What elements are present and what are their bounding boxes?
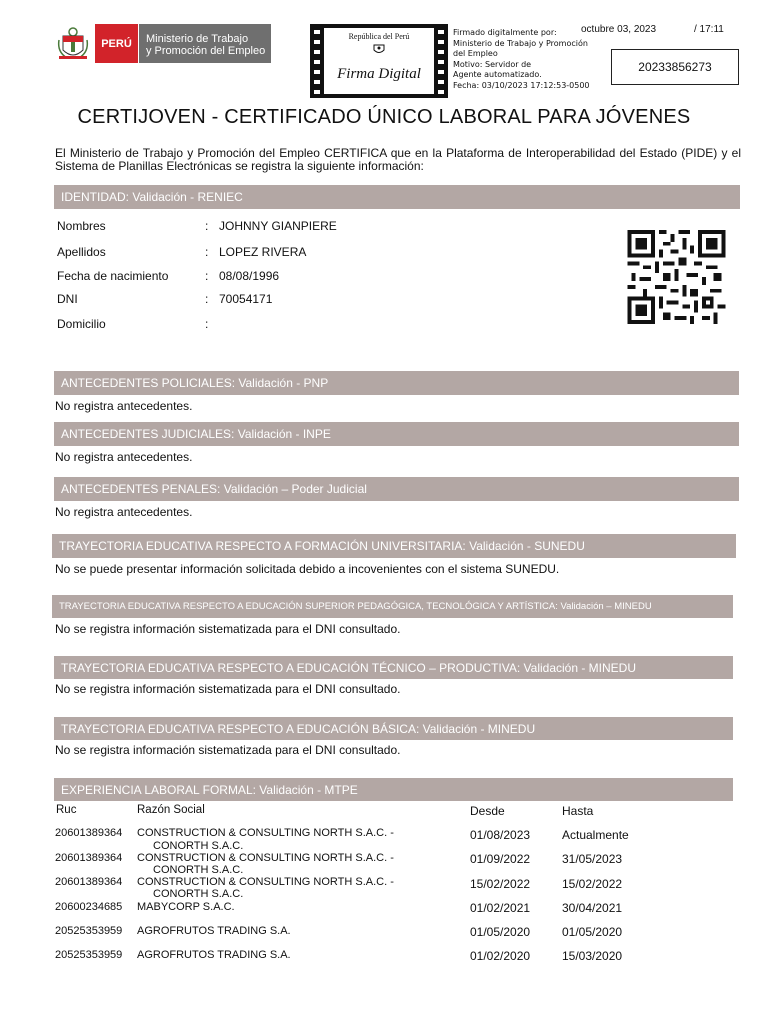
table-row-ruc: 20525353959 [55,949,123,961]
identity-separator: : [205,317,209,331]
table-row-hasta: 30/04/2021 [562,901,623,915]
seal-icon [372,43,386,55]
column-header-hasta: Hasta [562,804,594,818]
signed-line: Agente automatizado. [453,70,542,79]
table-row-razon-cont: CONORTH S.A.C. [153,864,244,876]
university-education-text: No se puede presentar información solicitada debido a incovenientes con el sistema SUNEDU. [55,562,560,576]
issue-time: / 17:11 [694,24,724,35]
identity-label-domicilio: Domicilio [57,317,106,331]
work-experience-header: EXPERIENCIA LABORAL FORMAL: Validación - MTPE [54,778,733,801]
page-title: CERTIJOVEN - CERTIFICADO ÚNICO LABORAL PARA JÓVENES [77,106,691,128]
table-row-hasta: 01/05/2020 [562,925,623,939]
identity-label-fecha: Fecha de nacimiento [57,269,169,283]
table-row-razon-cont: CONORTH S.A.C. [153,840,244,852]
signed-line: Firmado digitalmente por: [453,28,557,37]
table-row-razon: AGROFRUTOS TRADING S.A. [137,949,291,961]
firma-republica: República del Perú [348,32,410,41]
table-row-razon: MABYCORP S.A.C. [137,901,235,913]
judicial-records-header: ANTECEDENTES JUDICIALES: Validación - INPE [54,422,739,446]
qr-code [627,230,726,324]
identity-value-apellidos: LOPEZ RIVERA [219,245,307,259]
judicial-records-text: No registra antecedentes. [55,450,193,464]
table-row-hasta: 31/05/2023 [562,852,623,866]
police-records-header: ANTECEDENTES POLICIALES: Validación - PNP [54,371,739,395]
table-row-razon: CONSTRUCTION & CONSULTING NORTH S.A.C. - [137,852,394,864]
table-row-razon-cont: CONORTH S.A.C. [153,888,244,900]
ministry-line-2: y Promoción del Empleo [146,45,266,57]
intro-paragraph: El Ministerio de Trabajo y Promoción del Empleo CERTIFICA que en la Plataforma de Interoperabilidad del Estado (PIDE) y el Sistema de Planillas Electrónicas se registra la siguiente información: [55,146,741,173]
criminal-records-text: No registra antecedentes. [55,505,193,519]
higher-education-header: TRAYECTORIA EDUCATIVA RESPECTO A EDUCACIÓN SUPERIOR PEDAGÓGICA, TECNOLÓGICA Y ARTÍSTICA: Validación – MINEDU [52,595,733,618]
signed-line: Motivo: Servidor de [453,59,532,69]
table-row-ruc: 20601389364 [55,827,123,839]
identity-label-apellidos: Apellidos [57,245,106,259]
table-row-razon: CONSTRUCTION & CONSULTING NORTH S.A.C. - [137,827,394,839]
issue-date: octubre 03, 2023 [581,24,657,35]
table-row-hasta: Actualmente [562,828,629,842]
firma-digital-text: Firma Digital [337,66,421,82]
criminal-records-header: ANTECEDENTES PENALES: Validación – Poder Judicial [54,477,739,501]
identity-separator: : [205,219,209,233]
university-education-header: TRAYECTORIA EDUCATIVA RESPECTO A FORMACIÓN UNIVERSITARIA: Validación - SUNEDU [52,534,736,558]
table-row-desde: 01/09/2022 [470,852,531,866]
identity-separator: : [205,245,209,259]
coat-of-arms-logo [57,26,89,62]
identity-value-nombres: JOHNNY GIANPIERE [219,219,337,233]
table-row-desde: 01/08/2023 [470,828,531,842]
table-row-desde: 01/02/2021 [470,901,531,915]
technical-education-text: No se registra información sistematizada para el DNI consultado. [55,682,401,696]
ministry-line-1: Ministerio de Trabajo [146,33,249,45]
table-row-ruc: 20525353959 [55,925,123,937]
table-row-desde: 01/02/2020 [470,949,531,963]
identity-label-nombres: Nombres [57,219,106,233]
signed-line: del Empleo [453,49,498,58]
table-row-ruc: 20601389364 [55,876,123,888]
police-records-text: No registra antecedentes. [55,399,193,413]
table-row-hasta: 15/03/2020 [562,949,623,963]
column-header-razon-social: Razón Social [137,804,205,816]
signed-line: Ministerio de Trabajo y Promoción [453,38,588,48]
identity-value-fecha: 08/08/1996 [219,269,280,283]
table-row-hasta: 15/02/2022 [562,877,623,891]
ministry-logo [139,24,271,63]
digital-signature-stamp [310,24,448,98]
column-header-ruc: Ruc [56,804,77,816]
signed-line: Fecha: 03/10/2023 17:12:53-0500 [453,80,590,90]
signature-details [453,28,603,91]
basic-education-header: TRAYECTORIA EDUCATIVA RESPECTO A EDUCACIÓN BÁSICA: Validación - MINEDU [54,717,733,740]
identity-separator: : [205,269,209,283]
identity-value-dni: 70054171 [219,292,273,306]
identity-section-header: IDENTIDAD: Validación - RENIEC [54,185,740,209]
identity-separator: : [205,292,209,306]
table-row-ruc: 20601389364 [55,852,123,864]
basic-education-text: No se registra información sistematizada para el DNI consultado. [55,743,401,757]
table-row-desde: 01/05/2020 [470,925,531,939]
table-row-ruc: 20600234685 [55,901,123,913]
higher-education-text: No se registra información sistematizada para el DNI consultado. [55,622,401,636]
table-row-desde: 15/02/2022 [470,877,531,891]
table-row-razon: AGROFRUTOS TRADING S.A. [137,925,291,937]
technical-education-header: TRAYECTORIA EDUCATIVA RESPECTO A EDUCACIÓN TÉCNICO – PRODUCTIVA: Validación - MINEDU [54,656,733,679]
peru-logo: PERÚ [95,24,138,63]
column-header-desde: Desde [470,804,505,818]
identity-label-dni: DNI [57,292,78,306]
table-row-razon: CONSTRUCTION & CONSULTING NORTH S.A.C. - [137,876,394,888]
certificate-code: 20233856273 [611,49,739,85]
